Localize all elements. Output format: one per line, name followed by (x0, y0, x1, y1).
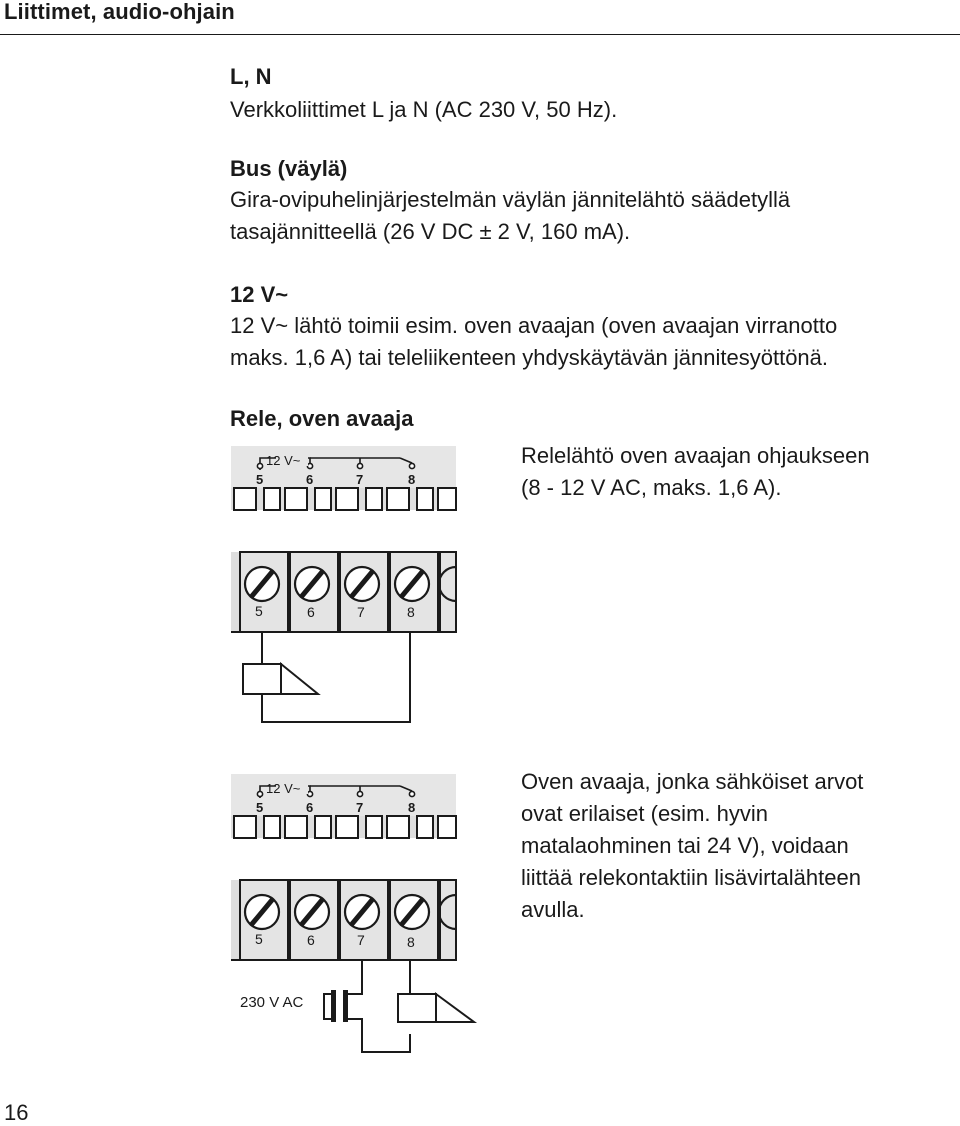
terminal-number-8: 8 (407, 604, 415, 620)
terminal-diagram-1 (231, 446, 456, 722)
terminal-number-6: 6 (307, 604, 315, 620)
label-plate (231, 774, 456, 816)
external-supply-label: 230 V AC (240, 994, 304, 1011)
label-terminal-8: 8 (408, 472, 416, 487)
label-terminal-5: 5 (256, 472, 264, 487)
section-ln-text: Verkkoliittimet L ja N (AC 230 V, 50 Hz). (230, 97, 618, 122)
relay-text-line2: (8 - 12 V AC, maks. 1,6 A). (521, 475, 782, 500)
relay2-text-line2: ovat erilaiset (esim. hyvin (521, 801, 768, 826)
label-terminal-8: 8 (408, 800, 416, 815)
relay2-text-line3: matalaohminen tai 24 V), voidaan (521, 833, 849, 858)
relay2-text-line1: Oven avaaja, jonka sähköiset arvot (521, 769, 864, 794)
terminal-number-5: 5 (255, 603, 263, 619)
label-terminal-7: 7 (356, 800, 364, 815)
terminal-number-5: 5 (255, 931, 263, 947)
page-number: 16 (4, 1100, 29, 1125)
relay-text-line1: Relelähtö oven avaajan ohjaukseen (521, 443, 870, 468)
relay2-text-line5: avulla. (521, 897, 585, 922)
screw-terminals (231, 880, 456, 960)
label-terminal-5: 5 (256, 800, 264, 815)
terminal-gap (231, 838, 456, 880)
notch-row (234, 816, 456, 838)
section-12v-text-line1: 12 V~ lähtö toimii esim. oven avaajan (oven avaajan virranotto (230, 313, 838, 338)
label-plate (231, 446, 456, 488)
door-opener-icon (243, 664, 318, 694)
terminal-diagram-2 (231, 774, 474, 1052)
section-12v-heading: 12 V~ (230, 282, 289, 307)
transformer-icon (324, 990, 358, 1022)
page-title: Liittimet, audio-ohjain (4, 0, 235, 24)
supply-label: 12 V~ (266, 453, 301, 468)
section-bus-text-line1: Gira-ovipuhelinjärjestelmän väylän jännitelähtö säädetyllä (230, 187, 791, 212)
screw-terminals (231, 552, 456, 632)
section-bus-text-line2: tasajännitteellä (26 V DC ± 2 V, 160 mA). (230, 219, 631, 244)
section-relay-heading: Rele, oven avaaja (230, 406, 414, 431)
label-terminal-7: 7 (356, 472, 364, 487)
terminal-number-7: 7 (357, 604, 365, 620)
label-terminal-6: 6 (306, 800, 314, 815)
section-bus-heading: Bus (väylä) (230, 156, 348, 181)
terminal-number-6: 6 (307, 932, 315, 948)
relay2-text-line4: liittää relekontaktiin lisävirtalähteen (521, 865, 861, 890)
section-12v-text-line2: maks. 1,6 A) tai teleliikenteen yhdyskäytävän jännitesyöttönä. (230, 345, 829, 370)
terminal-gap (231, 510, 456, 552)
notch-row (234, 488, 456, 510)
supply-label: 12 V~ (266, 781, 301, 796)
terminal-number-8: 8 (407, 934, 415, 950)
section-ln-heading: L, N (230, 64, 272, 89)
terminal-number-7: 7 (357, 932, 365, 948)
label-terminal-6: 6 (306, 472, 314, 487)
door-opener-icon (398, 994, 474, 1022)
